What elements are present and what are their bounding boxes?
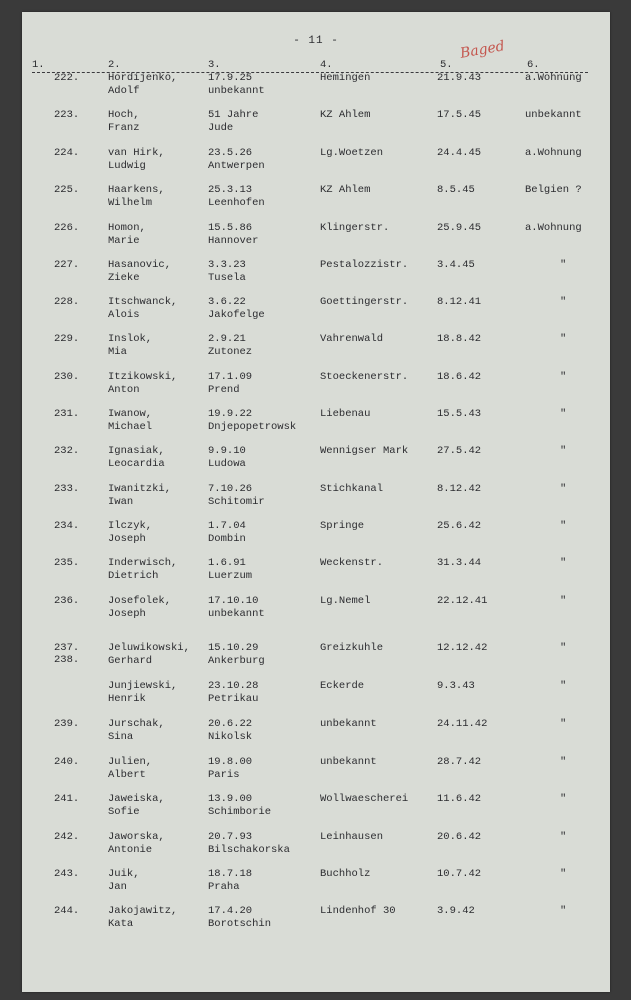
remark: " — [560, 905, 567, 917]
surname: Hordijenko, — [108, 72, 178, 84]
birth-date: 7.10.26 — [208, 483, 253, 495]
birth-date: 13.9.00 — [208, 793, 253, 805]
remark: " — [560, 483, 567, 495]
address: Stoeckenerstr. — [320, 371, 409, 383]
record-number: 232. — [54, 445, 80, 457]
record-row — [22, 831, 610, 859]
record-number: 222. — [54, 72, 80, 84]
registration-date: 31.3.44 — [437, 557, 482, 569]
surname: van Hirk, — [108, 147, 165, 159]
birth-place: Hannover — [208, 235, 259, 247]
remark: " — [560, 868, 567, 880]
page-number: - 11 - — [293, 35, 339, 47]
birth-date: 17.9.25 — [208, 72, 253, 84]
birth-date: 3.3.23 — [208, 259, 246, 271]
birth-date: 19.8.00 — [208, 756, 253, 768]
address: Wollwaescherei — [320, 793, 409, 805]
registration-date: 9.3.43 — [437, 680, 475, 692]
surname: Hoch, — [108, 109, 140, 121]
record-number: 242. — [54, 831, 80, 843]
remark: " — [560, 680, 567, 692]
record-row — [22, 483, 610, 511]
record-row — [22, 72, 610, 100]
record-row — [22, 642, 610, 670]
address: Klingerstr. — [320, 222, 390, 234]
given-name: Ludwig — [108, 160, 146, 172]
birth-place: unbekannt — [208, 608, 265, 620]
remark: " — [560, 408, 567, 420]
remark: " — [560, 793, 567, 805]
record-row — [22, 184, 610, 212]
surname: Iwanow, — [108, 408, 153, 420]
given-name: Henrik — [108, 693, 146, 705]
registration-date: 18.8.42 — [437, 333, 482, 345]
remark: a.Wohnung — [525, 147, 582, 159]
record-number: 233. — [54, 483, 80, 495]
remark: " — [560, 259, 567, 271]
birth-place: Zutonez — [208, 346, 253, 358]
remark: " — [560, 557, 567, 569]
surname: Junjiewski, — [108, 680, 178, 692]
remark: " — [560, 520, 567, 532]
record-row — [22, 905, 610, 933]
given-name: Leocardia — [108, 458, 165, 470]
surname: Jurschak, — [108, 718, 165, 730]
registration-date: 3.4.45 — [437, 259, 475, 271]
record-number: 239. — [54, 718, 80, 730]
registration-date: 8.5.45 — [437, 184, 475, 196]
record-number: 227. — [54, 259, 80, 271]
birth-date: 17.1.09 — [208, 371, 253, 383]
registration-date: 15.5.43 — [437, 408, 482, 420]
registration-date: 18.6.42 — [437, 371, 482, 383]
remark: a.Wohnung — [525, 72, 582, 84]
birth-place: Prend — [208, 384, 240, 396]
registration-date: 27.5.42 — [437, 445, 482, 457]
record-number: 241. — [54, 793, 80, 805]
record-row — [22, 408, 610, 436]
record-number: 225. — [54, 184, 80, 196]
given-name: Jan — [108, 881, 127, 893]
record-row — [22, 718, 610, 746]
record-number: 223. — [54, 109, 80, 121]
column-header-1: 1. — [32, 59, 45, 71]
record-number: 231. — [54, 408, 80, 420]
record-row — [22, 296, 610, 324]
birth-place: Petrikau — [208, 693, 259, 705]
handwritten-annotation: Baged — [458, 38, 506, 62]
given-name: Anton — [108, 384, 140, 396]
record-number: 238. — [54, 654, 80, 666]
birth-place: Antwerpen — [208, 160, 265, 172]
address: Lg.Nemel — [320, 595, 371, 607]
surname: Inslok, — [108, 333, 153, 345]
registration-date: 28.7.42 — [437, 756, 482, 768]
record-row — [22, 147, 610, 175]
birth-date: 20.6.22 — [208, 718, 253, 730]
address: Greizkuhle — [320, 642, 384, 654]
record-row — [22, 333, 610, 361]
registration-date: 12.12.42 — [437, 642, 488, 654]
record-row — [22, 109, 610, 137]
column-header-4: 4. — [320, 59, 333, 71]
record-row — [22, 557, 610, 585]
remark: " — [560, 445, 567, 457]
given-name: Alois — [108, 309, 140, 321]
birth-date: 51 Jahre — [208, 109, 259, 121]
remark: " — [560, 718, 567, 730]
address: Lindenhof 30 — [320, 905, 396, 917]
record-number: 235. — [54, 557, 80, 569]
address: KZ Ahlem — [320, 184, 371, 196]
registration-date: 21.9.43 — [437, 72, 482, 84]
registration-date: 24.11.42 — [437, 718, 488, 730]
address: Goettingerstr. — [320, 296, 409, 308]
given-name: Zieke — [108, 272, 140, 284]
record-number: 243. — [54, 868, 80, 880]
address: Hemingen — [320, 72, 371, 84]
registration-date: 3.9.42 — [437, 905, 475, 917]
registration-date: 22.12.41 — [437, 595, 488, 607]
address: KZ Ahlem — [320, 109, 371, 121]
remark: " — [560, 296, 567, 308]
birth-date: 2.9.21 — [208, 333, 246, 345]
birth-date: 18.7.18 — [208, 868, 253, 880]
given-name: Mia — [108, 346, 127, 358]
birth-place: Praha — [208, 881, 240, 893]
given-name: Wilhelm — [108, 197, 153, 209]
surname: Josefolek, — [108, 595, 172, 607]
record-row — [22, 222, 610, 250]
remark: " — [560, 371, 567, 383]
record-row — [22, 756, 610, 784]
surname: Inderwisch, — [108, 557, 178, 569]
registration-date: 25.6.42 — [437, 520, 482, 532]
record-row — [22, 259, 610, 287]
given-name: Gerhard — [108, 655, 153, 667]
record-row — [22, 445, 610, 473]
surname: Jakojawitz, — [108, 905, 178, 917]
address: Eckerde — [320, 680, 365, 692]
birth-place: Jakofelge — [208, 309, 265, 321]
record-row — [22, 793, 610, 821]
record-row — [22, 371, 610, 399]
surname: Jaworska, — [108, 831, 165, 843]
birth-date: 1.7.04 — [208, 520, 246, 532]
surname: Iwanitzki, — [108, 483, 172, 495]
birth-place: Luerzum — [208, 570, 253, 582]
remark: " — [560, 756, 567, 768]
given-name: Sofie — [108, 806, 140, 818]
given-name: Adolf — [108, 85, 140, 97]
remark: " — [560, 333, 567, 345]
surname: Itschwanck, — [108, 296, 178, 308]
column-header-6: 6. — [527, 59, 540, 71]
birth-place: Jude — [208, 122, 234, 134]
record-number: 226. — [54, 222, 80, 234]
surname: Jaweiska, — [108, 793, 165, 805]
given-name: Franz — [108, 122, 140, 134]
birth-date: 15.5.86 — [208, 222, 253, 234]
surname: Jeluwikowski, — [108, 642, 190, 654]
surname: Ilczyk, — [108, 520, 153, 532]
registration-date: 11.6.42 — [437, 793, 482, 805]
registration-date: 24.4.45 — [437, 147, 482, 159]
column-header-3: 3. — [208, 59, 221, 71]
address: Leinhausen — [320, 831, 384, 843]
address: Vahrenwald — [320, 333, 384, 345]
remark: " — [560, 642, 567, 654]
registration-date: 8.12.42 — [437, 483, 482, 495]
record-number: 224. — [54, 147, 80, 159]
given-name: Albert — [108, 769, 146, 781]
record-number: 244. — [54, 905, 80, 917]
record-number: 230. — [54, 371, 80, 383]
given-name: Joseph — [108, 608, 146, 620]
record-row — [22, 520, 610, 548]
birth-date: 19.9.22 — [208, 408, 253, 420]
birth-date: 20.7.93 — [208, 831, 253, 843]
surname: Homon, — [108, 222, 146, 234]
birth-date: 9.9.10 — [208, 445, 246, 457]
address: Lg.Woetzen — [320, 147, 384, 159]
remark: " — [560, 595, 567, 607]
birth-place: unbekannt — [208, 85, 265, 97]
record-number: 240. — [54, 756, 80, 768]
surname: Julien, — [108, 756, 153, 768]
birth-date: 23.10.28 — [208, 680, 259, 692]
registration-date: 20.6.42 — [437, 831, 482, 843]
column-header-2: 2. — [108, 59, 121, 71]
registration-date: 10.7.42 — [437, 868, 482, 880]
birth-place: Dombin — [208, 533, 246, 545]
birth-date: 23.5.26 — [208, 147, 253, 159]
birth-place: Schimborie — [208, 806, 272, 818]
address: Stichkanal — [320, 483, 384, 495]
record-row — [22, 595, 610, 623]
given-name: Dietrich — [108, 570, 159, 582]
given-name: Joseph — [108, 533, 146, 545]
birth-date: 3.6.22 — [208, 296, 246, 308]
birth-place: Nikolsk — [208, 731, 253, 743]
remark: " — [560, 831, 567, 843]
birth-place: Dnjepopetrowsk — [208, 421, 297, 433]
birth-date: 1.6.91 — [208, 557, 246, 569]
address: Pestalozzistr. — [320, 259, 409, 271]
surname: Ignasiak, — [108, 445, 165, 457]
registration-date: 17.5.45 — [437, 109, 482, 121]
address: Wennigser Mark — [320, 445, 409, 457]
document-page — [22, 12, 610, 992]
given-name: Marie — [108, 235, 140, 247]
address: unbekannt — [320, 756, 377, 768]
address: unbekannt — [320, 718, 377, 730]
address: Weckenstr. — [320, 557, 384, 569]
given-name: Sina — [108, 731, 134, 743]
birth-place: Leenhofen — [208, 197, 265, 209]
birth-date: 15.10.29 — [208, 642, 259, 654]
registration-date: 25.9.45 — [437, 222, 482, 234]
birth-date: 17.4.20 — [208, 905, 253, 917]
birth-place: Bilschakorska — [208, 844, 290, 856]
remark: a.Wohnung — [525, 222, 582, 234]
surname: Haarkens, — [108, 184, 165, 196]
address: Springe — [320, 520, 365, 532]
given-name: Kata — [108, 918, 134, 930]
address: Buchholz — [320, 868, 371, 880]
birth-place: Borotschin — [208, 918, 272, 930]
surname: Itzikowski, — [108, 371, 178, 383]
record-number: 237. — [54, 642, 80, 654]
surname: Juik, — [108, 868, 140, 880]
remark: unbekannt — [525, 109, 582, 121]
surname: Hasanovic, — [108, 259, 172, 271]
birth-place: Schitomir — [208, 496, 265, 508]
record-number: 236. — [54, 595, 80, 607]
record-number: 234. — [54, 520, 80, 532]
remark: Belgien ? — [525, 184, 582, 196]
given-name: Michael — [108, 421, 153, 433]
birth-place: Ankerburg — [208, 655, 265, 667]
column-header-5: 5. — [440, 59, 453, 71]
birth-place: Ludowa — [208, 458, 246, 470]
record-number: 229. — [54, 333, 80, 345]
record-row — [22, 868, 610, 896]
birth-date: 17.10.10 — [208, 595, 259, 607]
birth-date: 25.3.13 — [208, 184, 253, 196]
given-name: Antonie — [108, 844, 153, 856]
record-number: 228. — [54, 296, 80, 308]
address: Liebenau — [320, 408, 371, 420]
birth-place: Paris — [208, 769, 240, 781]
birth-place: Tusela — [208, 272, 246, 284]
given-name: Iwan — [108, 496, 134, 508]
registration-date: 8.12.41 — [437, 296, 482, 308]
